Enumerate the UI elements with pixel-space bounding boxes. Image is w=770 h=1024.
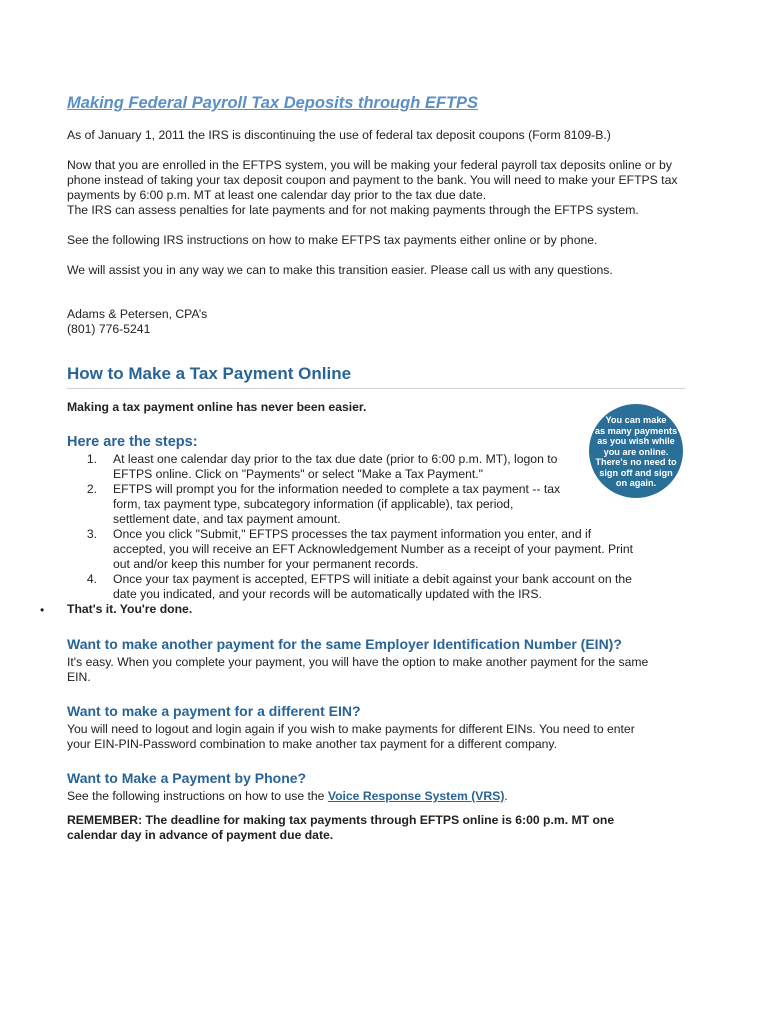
badge-bottom-text xyxy=(589,457,683,489)
intro-paragraph-1: As of January 1, 2011 the IRS is discontinuing the use of federal tax deposit coupons (Form 8109-B.) xyxy=(67,128,611,142)
phone-instructions xyxy=(67,789,508,804)
step-line: form, tax payment type, subcategory information (if applicable), tax period, xyxy=(113,497,514,511)
online-tagline: Making a tax payment online has never been easier. xyxy=(67,400,367,414)
phone-heading: Want to Make a Payment by Phone? xyxy=(67,770,307,786)
step-line: out and/or keep this number for your permanent records. xyxy=(113,557,419,571)
phone-text-before: See the following instructions on how to use the xyxy=(67,789,328,803)
page-title: Making Federal Payroll Tax Deposits through EFTPS xyxy=(67,94,479,112)
body-line: You will need to logout and login again if you wish to make payments for different EINs. You need to enter xyxy=(67,722,635,736)
step-line: accepted, you will receive an EFT Acknowledgement Number as a receipt of your payment. Print xyxy=(113,542,634,556)
online-heading: How to Make a Tax Payment Online xyxy=(67,364,352,383)
step-line: settlement date, and tax payment amount. xyxy=(113,512,341,526)
different-ein-text xyxy=(67,722,635,752)
reminder-line: calendar day in advance of payment due date. xyxy=(67,828,334,842)
badge-line: as many payments xyxy=(594,425,678,436)
step-line: date you indicated, and your records will be automatically updated with the IRS. xyxy=(113,587,542,601)
step-line: At least one calendar day prior to the tax due date (prior to 6:00 p.m. MT), logon to xyxy=(113,452,558,466)
badge-line: sign off and sign xyxy=(599,467,673,478)
signature-phone: (801) 776-5241 xyxy=(67,322,151,336)
body-line: your EIN-PIN-Password combination to make another tax payment for a different company. xyxy=(67,737,557,751)
phone-text-after: . xyxy=(504,789,508,803)
badge-line: You can make xyxy=(605,415,667,425)
intro-line: phone instead of taking your tax deposit coupon and payment to the bank. You will need to make your EFTPS tax xyxy=(67,173,678,187)
bullet-dot: • xyxy=(40,603,45,617)
intro-line: Now that you are enrolled in the EFTPS system, you will be making your federal payroll tax deposits online or by xyxy=(67,158,672,172)
section-divider xyxy=(67,388,685,389)
same-ein-heading: Want to make another payment for the same Employer Identification Number (EIN)? xyxy=(67,636,622,652)
vrs-link[interactable]: Voice Response System (VRS) xyxy=(327,789,505,803)
online-tip-badge xyxy=(589,404,683,498)
step-number: 1. xyxy=(86,452,97,466)
step-line: Once you click "Submit," EFTPS processes the tax payment information you enter, and if xyxy=(113,527,592,541)
step-line: EFTPS online. Click on "Payments" or select "Make a Tax Payment." xyxy=(113,467,483,481)
same-ein-text xyxy=(67,655,648,685)
body-line: EIN. xyxy=(67,670,91,684)
intro-paragraph-2 xyxy=(67,158,677,218)
done-text: That's it. You're done. xyxy=(67,602,193,616)
badge-top-text xyxy=(589,415,683,457)
steps-heading: Here are the steps: xyxy=(67,434,198,450)
intro-paragraph-4: We will assist you in any way we can to make this transition easier. Please call us with any questions. xyxy=(67,263,613,277)
different-ein-heading: Want to make a payment for a different EIN? xyxy=(67,703,361,719)
badge-line: you are online. xyxy=(603,446,669,457)
badge-line: There's no need to xyxy=(595,457,677,467)
intro-line: payments by 6:00 p.m. MT at least one calendar day prior to the tax due date. xyxy=(67,188,487,202)
intro-line: The IRS can assess penalties for late payments and for not making payments through the EFTPS system. xyxy=(67,203,639,217)
step-number: 2. xyxy=(86,482,97,496)
intro-paragraph-3: See the following IRS instructions on how to make EFTPS tax payments either online or by phone. xyxy=(67,233,598,247)
step-line: Once your tax payment is accepted, EFTPS will initiate a debit against your bank account on the xyxy=(113,572,632,586)
step-number: 3. xyxy=(86,527,97,541)
body-line: It's easy. When you complete your payment, you will have the option to make another payment for the same xyxy=(67,655,649,669)
step-line: EFTPS will prompt you for the information needed to complete a tax payment -- tax xyxy=(113,482,561,496)
signature-name: Adams & Petersen, CPA’s xyxy=(67,307,208,321)
step-number: 4. xyxy=(86,572,97,586)
deadline-reminder xyxy=(67,813,614,843)
badge-line: on again. xyxy=(615,478,657,488)
reminder-line: REMEMBER: The deadline for making tax payments through EFTPS online is 6:00 p.m. MT one xyxy=(67,813,615,827)
badge-line: as you wish while xyxy=(597,436,675,446)
